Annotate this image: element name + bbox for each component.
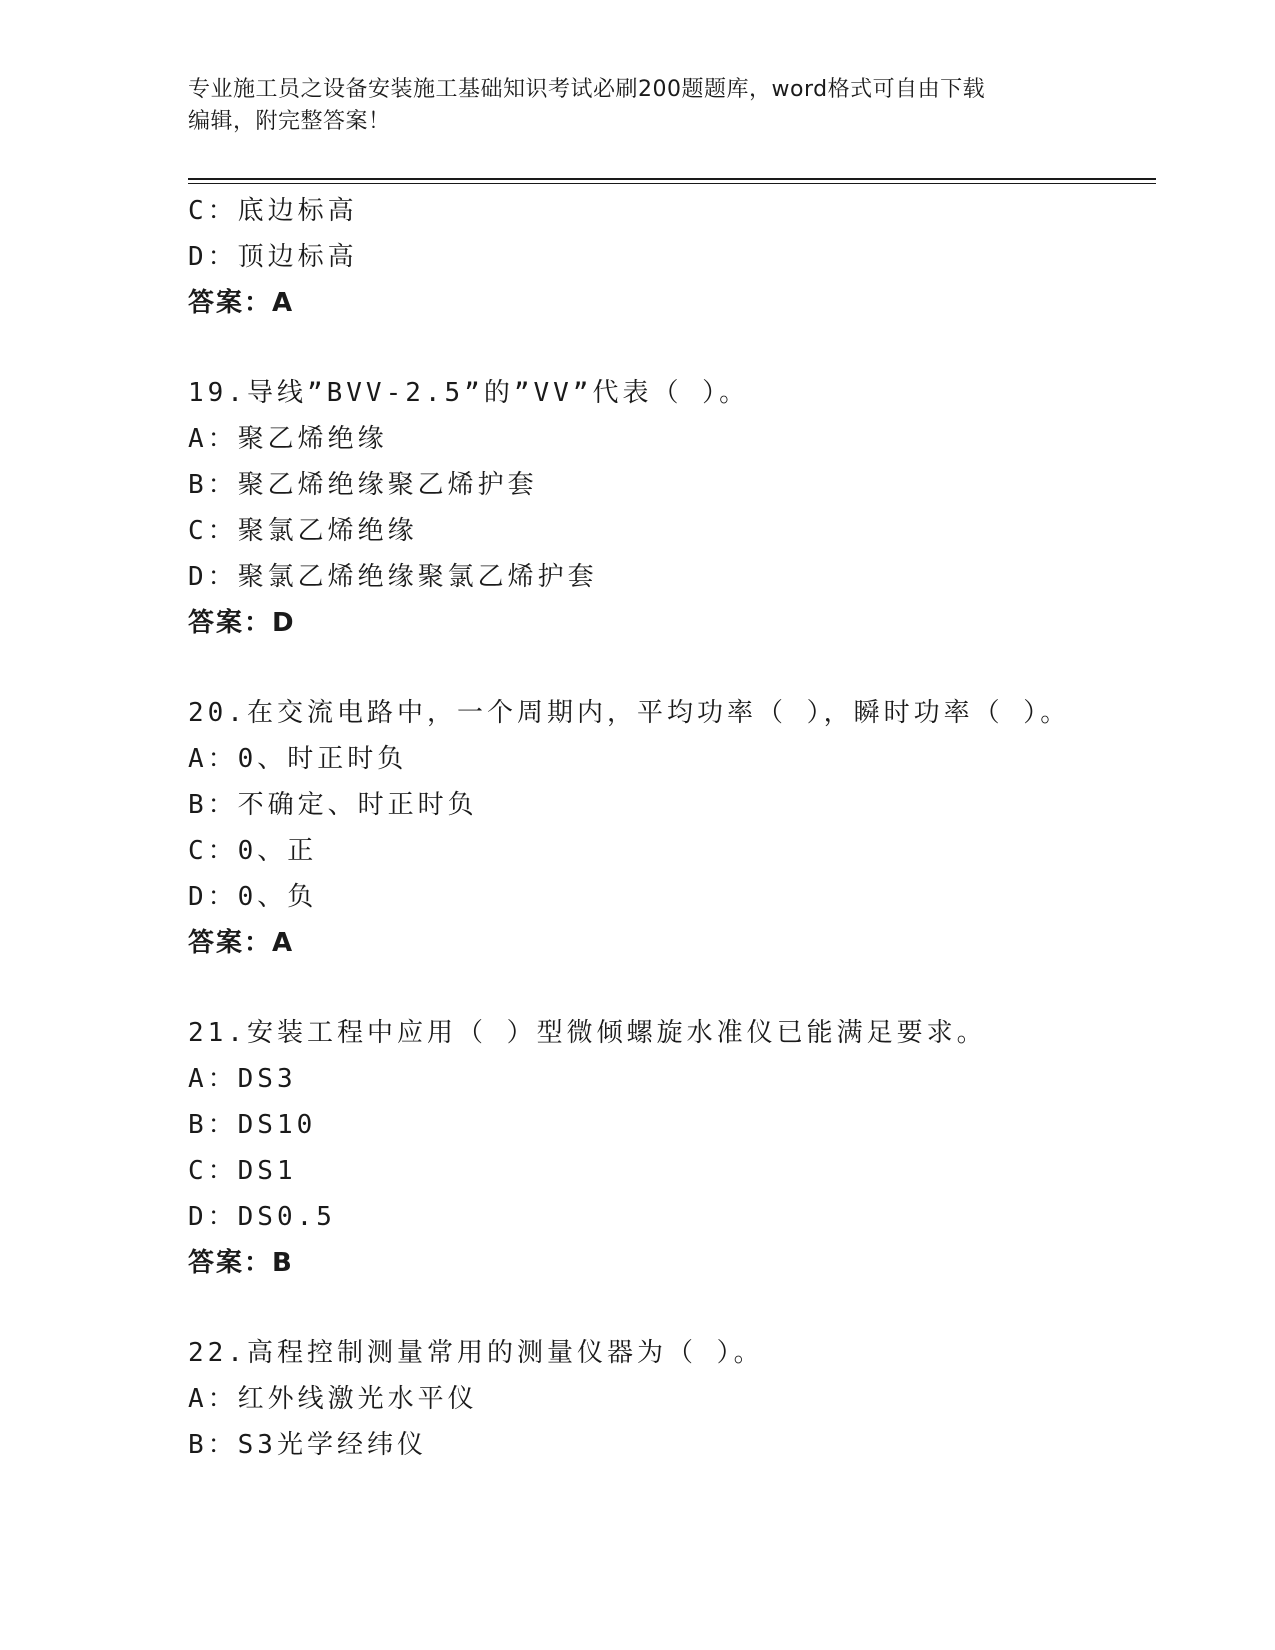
answer-label: 答案：D — [188, 608, 296, 638]
option-d: D：0、负 — [188, 882, 318, 912]
spacer — [188, 966, 1148, 1010]
option-c: C：DS1 — [188, 1156, 297, 1186]
answer-label: 答案：A — [188, 288, 295, 318]
question-title: 19.导线”BVV-2.5”的”VV”代表（ ）。 — [188, 378, 750, 408]
option-c: C：底边标高 — [188, 196, 358, 226]
spacer — [188, 646, 1148, 690]
option-b: B：聚乙烯绝缘聚乙烯护套 — [188, 470, 538, 500]
spacer — [188, 1286, 1148, 1330]
spacer — [188, 326, 1148, 370]
option-c: C：0、正 — [188, 836, 318, 866]
question-21 — [188, 1010, 1148, 1286]
option-d: D：DS0.5 — [188, 1202, 336, 1232]
answer-label: 答案：B — [188, 1248, 294, 1278]
header-title-line-1: 专业施工员之设备安装施工基础知识考试必刷200题题库，word格式可自由下载 — [188, 77, 986, 102]
question-title: 21.安装工程中应用（ ）型微倾螺旋水准仪已能满足要求。 — [188, 1018, 987, 1048]
question-title: 22.高程控制测量常用的测量仪器为（ ）。 — [188, 1338, 764, 1368]
answer-label: 答案：A — [188, 928, 295, 958]
option-a: A：DS3 — [188, 1064, 297, 1094]
option-d: D：顶边标高 — [188, 242, 358, 272]
option-b: B：S3光学经纬仪 — [188, 1430, 427, 1460]
option-c: C：聚氯乙烯绝缘 — [188, 516, 418, 546]
header-divider-thin — [188, 183, 1156, 184]
question-list — [188, 188, 1148, 1468]
question-18-partial — [188, 188, 1148, 326]
question-22 — [188, 1330, 1148, 1468]
option-a: A：聚乙烯绝缘 — [188, 424, 388, 454]
option-a: A：红外线激光水平仪 — [188, 1384, 478, 1414]
document-header — [188, 74, 1068, 138]
header-divider-thick — [188, 178, 1156, 180]
option-d: D：聚氯乙烯绝缘聚氯乙烯护套 — [188, 562, 598, 592]
option-a: A：0、时正时负 — [188, 744, 408, 774]
option-b: B：DS10 — [188, 1110, 317, 1140]
header-title-line-2: 编辑，附完整答案！ — [188, 109, 391, 134]
question-title: 20.在交流电路中，一个周期内，平均功率（ ），瞬时功率（ ）。 — [188, 698, 1071, 728]
question-19 — [188, 370, 1148, 646]
option-b: B：不确定、时正时负 — [188, 790, 478, 820]
question-20 — [188, 690, 1148, 966]
